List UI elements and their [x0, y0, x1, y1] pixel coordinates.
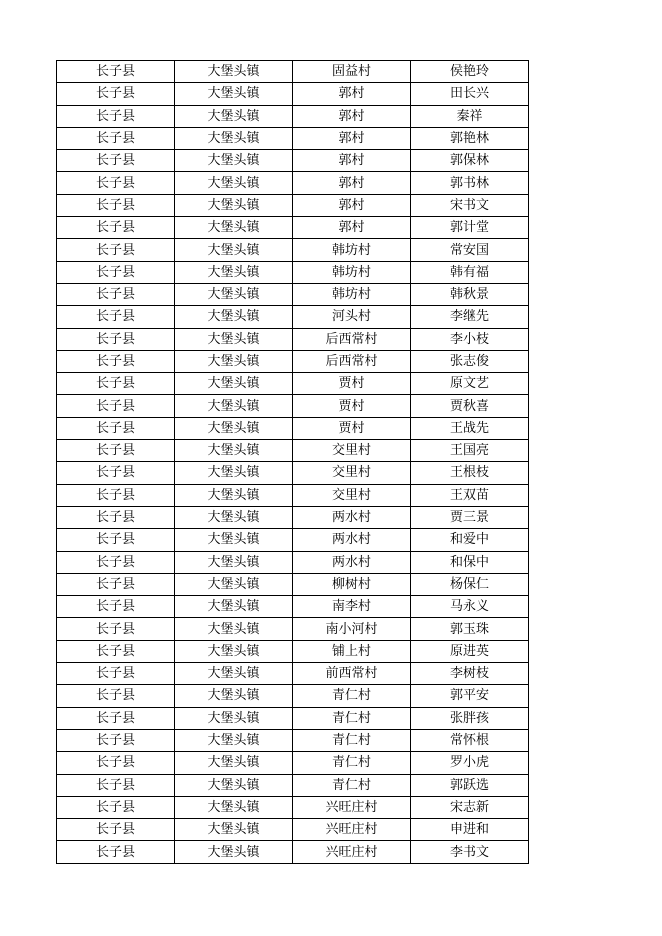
town-cell: 大堡头镇 [175, 774, 293, 796]
table-row [57, 685, 529, 707]
village-cell: 韩坊村 [293, 239, 411, 261]
county-cell: 长子县 [57, 729, 175, 751]
person-name-cell: 郭艳林 [411, 127, 529, 149]
table-row [57, 395, 529, 417]
village-cell: 后西常村 [293, 328, 411, 350]
town-cell: 大堡头镇 [175, 618, 293, 640]
village-cell: 贾村 [293, 373, 411, 395]
village-cell: 青仁村 [293, 774, 411, 796]
person-name-cell: 秦祥 [411, 105, 529, 127]
person-name-cell: 田长兴 [411, 83, 529, 105]
table-row [57, 663, 529, 685]
table-row [57, 618, 529, 640]
table-row [57, 417, 529, 439]
village-cell: 兴旺庄村 [293, 796, 411, 818]
person-name-cell: 王战先 [411, 417, 529, 439]
village-cell: 前西常村 [293, 663, 411, 685]
town-cell: 大堡头镇 [175, 283, 293, 305]
table-row [57, 83, 529, 105]
table-row [57, 796, 529, 818]
person-name-cell: 和保中 [411, 551, 529, 573]
town-cell: 大堡头镇 [175, 551, 293, 573]
town-cell: 大堡头镇 [175, 239, 293, 261]
table-row [57, 239, 529, 261]
table-row [57, 506, 529, 528]
county-cell: 长子县 [57, 350, 175, 372]
person-name-cell: 原进英 [411, 640, 529, 662]
person-name-cell: 张胖孩 [411, 707, 529, 729]
town-cell: 大堡头镇 [175, 61, 293, 83]
village-cell: 南小河村 [293, 618, 411, 640]
county-cell: 长子县 [57, 417, 175, 439]
village-cell: 兴旺庄村 [293, 841, 411, 863]
village-cell: 韩坊村 [293, 283, 411, 305]
table-row [57, 707, 529, 729]
town-cell: 大堡头镇 [175, 796, 293, 818]
county-cell: 长子县 [57, 373, 175, 395]
person-name-cell: 罗小虎 [411, 752, 529, 774]
town-cell: 大堡头镇 [175, 105, 293, 127]
county-cell: 长子县 [57, 484, 175, 506]
town-cell: 大堡头镇 [175, 752, 293, 774]
county-cell: 长子县 [57, 395, 175, 417]
person-name-cell: 王双苗 [411, 484, 529, 506]
person-name-cell: 原文艺 [411, 373, 529, 395]
town-cell: 大堡头镇 [175, 395, 293, 417]
town-cell: 大堡头镇 [175, 506, 293, 528]
table-row [57, 306, 529, 328]
data-table [56, 60, 529, 864]
town-cell: 大堡头镇 [175, 417, 293, 439]
person-name-cell: 韩有福 [411, 261, 529, 283]
village-cell: 郭村 [293, 172, 411, 194]
village-cell: 青仁村 [293, 685, 411, 707]
county-cell: 长子县 [57, 283, 175, 305]
table-row [57, 328, 529, 350]
town-cell: 大堡头镇 [175, 306, 293, 328]
town-cell: 大堡头镇 [175, 261, 293, 283]
county-cell: 长子县 [57, 194, 175, 216]
county-cell: 长子县 [57, 506, 175, 528]
village-cell: 郭村 [293, 127, 411, 149]
village-cell: 铺上村 [293, 640, 411, 662]
town-cell: 大堡头镇 [175, 127, 293, 149]
county-cell: 长子县 [57, 172, 175, 194]
table-row [57, 105, 529, 127]
village-cell: 贾村 [293, 395, 411, 417]
village-cell: 交里村 [293, 462, 411, 484]
county-cell: 长子县 [57, 640, 175, 662]
town-cell: 大堡头镇 [175, 217, 293, 239]
county-cell: 长子县 [57, 306, 175, 328]
table-row [57, 462, 529, 484]
county-cell: 长子县 [57, 819, 175, 841]
county-cell: 长子县 [57, 618, 175, 640]
village-cell: 贾村 [293, 417, 411, 439]
town-cell: 大堡头镇 [175, 819, 293, 841]
person-name-cell: 王国亮 [411, 440, 529, 462]
table-body [57, 61, 529, 864]
table-row [57, 150, 529, 172]
person-name-cell: 宋志新 [411, 796, 529, 818]
person-name-cell: 马永义 [411, 596, 529, 618]
table-row [57, 127, 529, 149]
table-row [57, 819, 529, 841]
village-cell: 郭村 [293, 217, 411, 239]
table-row [57, 194, 529, 216]
county-cell: 长子县 [57, 551, 175, 573]
person-name-cell: 郭跃选 [411, 774, 529, 796]
village-cell: 韩坊村 [293, 261, 411, 283]
county-cell: 长子县 [57, 440, 175, 462]
person-name-cell: 和爱中 [411, 529, 529, 551]
county-cell: 长子县 [57, 529, 175, 551]
table-row [57, 373, 529, 395]
person-name-cell: 郭平安 [411, 685, 529, 707]
table-row [57, 774, 529, 796]
person-name-cell: 宋书文 [411, 194, 529, 216]
table-row [57, 640, 529, 662]
table-row [57, 261, 529, 283]
table-row [57, 283, 529, 305]
county-cell: 长子县 [57, 663, 175, 685]
person-name-cell: 李树枝 [411, 663, 529, 685]
person-name-cell: 李继先 [411, 306, 529, 328]
county-cell: 长子县 [57, 707, 175, 729]
table-row [57, 752, 529, 774]
town-cell: 大堡头镇 [175, 729, 293, 751]
table-row [57, 172, 529, 194]
person-name-cell: 韩秋景 [411, 283, 529, 305]
village-cell: 交里村 [293, 484, 411, 506]
table-row [57, 529, 529, 551]
county-cell: 长子县 [57, 685, 175, 707]
village-cell: 青仁村 [293, 707, 411, 729]
table-row [57, 551, 529, 573]
table-row [57, 61, 529, 83]
person-name-cell: 申进和 [411, 819, 529, 841]
person-name-cell: 郭保林 [411, 150, 529, 172]
county-cell: 长子县 [57, 105, 175, 127]
village-cell: 郭村 [293, 150, 411, 172]
town-cell: 大堡头镇 [175, 373, 293, 395]
county-cell: 长子县 [57, 841, 175, 863]
person-name-cell: 张志俊 [411, 350, 529, 372]
table-row [57, 440, 529, 462]
county-cell: 长子县 [57, 573, 175, 595]
table-row [57, 729, 529, 751]
town-cell: 大堡头镇 [175, 529, 293, 551]
village-cell: 郭村 [293, 194, 411, 216]
village-cell: 固益村 [293, 61, 411, 83]
person-name-cell: 李书文 [411, 841, 529, 863]
town-cell: 大堡头镇 [175, 462, 293, 484]
person-name-cell: 王根枝 [411, 462, 529, 484]
person-name-cell: 常安国 [411, 239, 529, 261]
county-cell: 长子县 [57, 261, 175, 283]
village-cell: 两水村 [293, 551, 411, 573]
town-cell: 大堡头镇 [175, 83, 293, 105]
person-name-cell: 贾秋喜 [411, 395, 529, 417]
village-cell: 青仁村 [293, 752, 411, 774]
person-name-cell: 杨保仁 [411, 573, 529, 595]
village-cell: 南李村 [293, 596, 411, 618]
town-cell: 大堡头镇 [175, 685, 293, 707]
county-cell: 长子县 [57, 217, 175, 239]
town-cell: 大堡头镇 [175, 640, 293, 662]
town-cell: 大堡头镇 [175, 663, 293, 685]
county-cell: 长子县 [57, 796, 175, 818]
village-cell: 郭村 [293, 83, 411, 105]
county-cell: 长子县 [57, 150, 175, 172]
town-cell: 大堡头镇 [175, 841, 293, 863]
table-row [57, 484, 529, 506]
village-cell: 柳树村 [293, 573, 411, 595]
village-cell: 后西常村 [293, 350, 411, 372]
person-name-cell: 常怀根 [411, 729, 529, 751]
village-cell: 郭村 [293, 105, 411, 127]
person-name-cell: 李小枝 [411, 328, 529, 350]
person-name-cell: 郭玉珠 [411, 618, 529, 640]
person-name-cell: 郭书林 [411, 172, 529, 194]
person-name-cell: 郭计堂 [411, 217, 529, 239]
town-cell: 大堡头镇 [175, 150, 293, 172]
table-row [57, 350, 529, 372]
county-cell: 长子县 [57, 462, 175, 484]
village-cell: 两水村 [293, 529, 411, 551]
town-cell: 大堡头镇 [175, 328, 293, 350]
table-row [57, 596, 529, 618]
village-cell: 青仁村 [293, 729, 411, 751]
village-cell: 河头村 [293, 306, 411, 328]
town-cell: 大堡头镇 [175, 596, 293, 618]
county-cell: 长子县 [57, 752, 175, 774]
village-cell: 兴旺庄村 [293, 819, 411, 841]
town-cell: 大堡头镇 [175, 172, 293, 194]
town-cell: 大堡头镇 [175, 573, 293, 595]
person-name-cell: 贾三景 [411, 506, 529, 528]
table-row [57, 217, 529, 239]
county-cell: 长子县 [57, 596, 175, 618]
village-cell: 交里村 [293, 440, 411, 462]
town-cell: 大堡头镇 [175, 440, 293, 462]
town-cell: 大堡头镇 [175, 350, 293, 372]
county-cell: 长子县 [57, 328, 175, 350]
village-cell: 两水村 [293, 506, 411, 528]
town-cell: 大堡头镇 [175, 484, 293, 506]
table-row [57, 841, 529, 863]
county-cell: 长子县 [57, 239, 175, 261]
person-name-cell: 侯艳玲 [411, 61, 529, 83]
town-cell: 大堡头镇 [175, 194, 293, 216]
county-cell: 长子县 [57, 61, 175, 83]
table-row [57, 573, 529, 595]
county-cell: 长子县 [57, 83, 175, 105]
county-cell: 长子县 [57, 774, 175, 796]
town-cell: 大堡头镇 [175, 707, 293, 729]
county-cell: 长子县 [57, 127, 175, 149]
